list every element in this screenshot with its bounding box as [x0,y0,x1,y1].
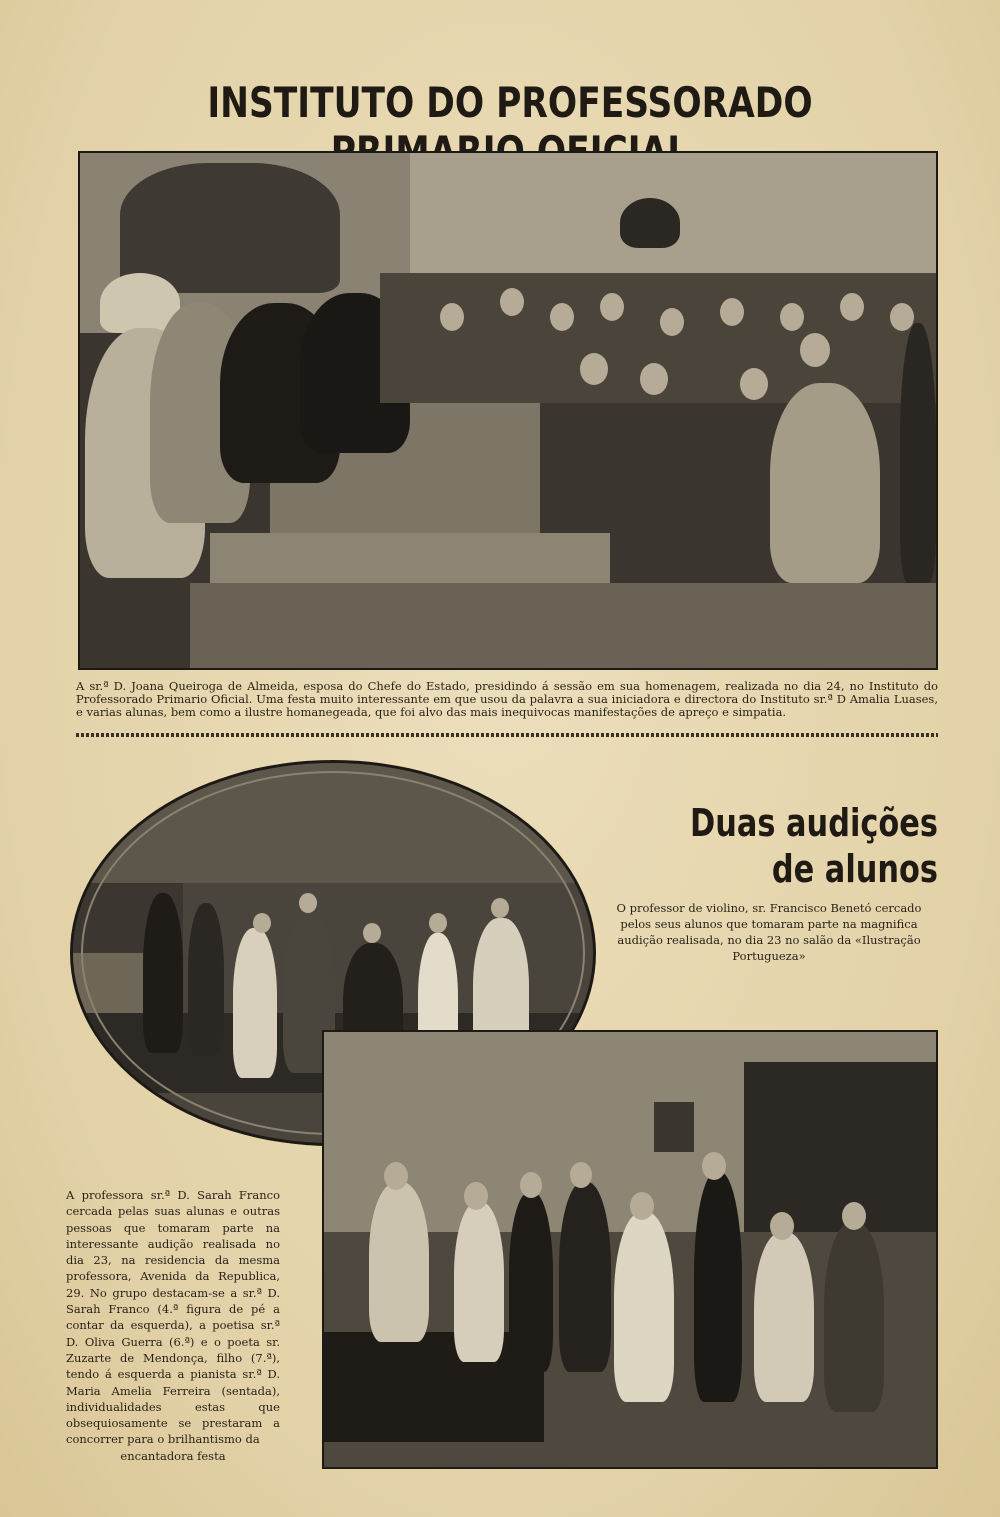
section-title-line2: de alunos [771,847,938,891]
piano-audition-photo [322,1030,938,1469]
ceremony-photo [78,151,938,670]
piano-audition-caption [66,1187,280,1464]
page-headline: INSTITUTO DO PROFESSORADO [207,78,813,127]
section-title [668,800,938,892]
section-divider [76,733,938,737]
piano-caption-end: encantadora festa [120,1448,226,1463]
section-title-line1: Duas audições [689,801,938,845]
ceremony-caption: A sr.ª D. Joana Queiroga de Almeida, esposa do Chefe do Estado, presidindo á sessão em sua homenagem, realizada no dia 24, no Instituto do Professorado Primario Oficial. Uma festa muito interessante em que usou da palavra a sua iniciadora e directora do Instituto sr.ª D Amalia Luases, e varias alunas, bem como a ilustre homanegeada, que foi alvo das mais inequivocas manifestações de apreço e simpatia. [76,679,938,719]
piano-caption-body: A professora sr.ª D. Sarah Franco cercada pelas suas alunas e outras pessoas que tomaram parte na interessante audição realisada no dia 23, na residencia da mesma professora, Avenida da Republica, 29. No grupo destacam-se a sr.ª D. Sarah Franco (4.ª figura de pé a contar da esquerda), a poetisa sr.ª D. Oliva Guerra (6.ª) e o poeta sr. Zuzarte de Mendonça, filho (7.ª), tendo á esquerda a pianista sr.ª D. Maria Amelia Ferreira (sentada), individualidades estas que obsequiosamente se prestaram a concorrer para o brilhantismo da [66,1188,280,1447]
violin-students-caption: O professor de violino, sr. Francisco Benetó cercado pelos seus alunos que tomaram parte na magnifica audição realisada, no dia 23 no salão da «Ilustração Portugueza» [616,901,922,963]
